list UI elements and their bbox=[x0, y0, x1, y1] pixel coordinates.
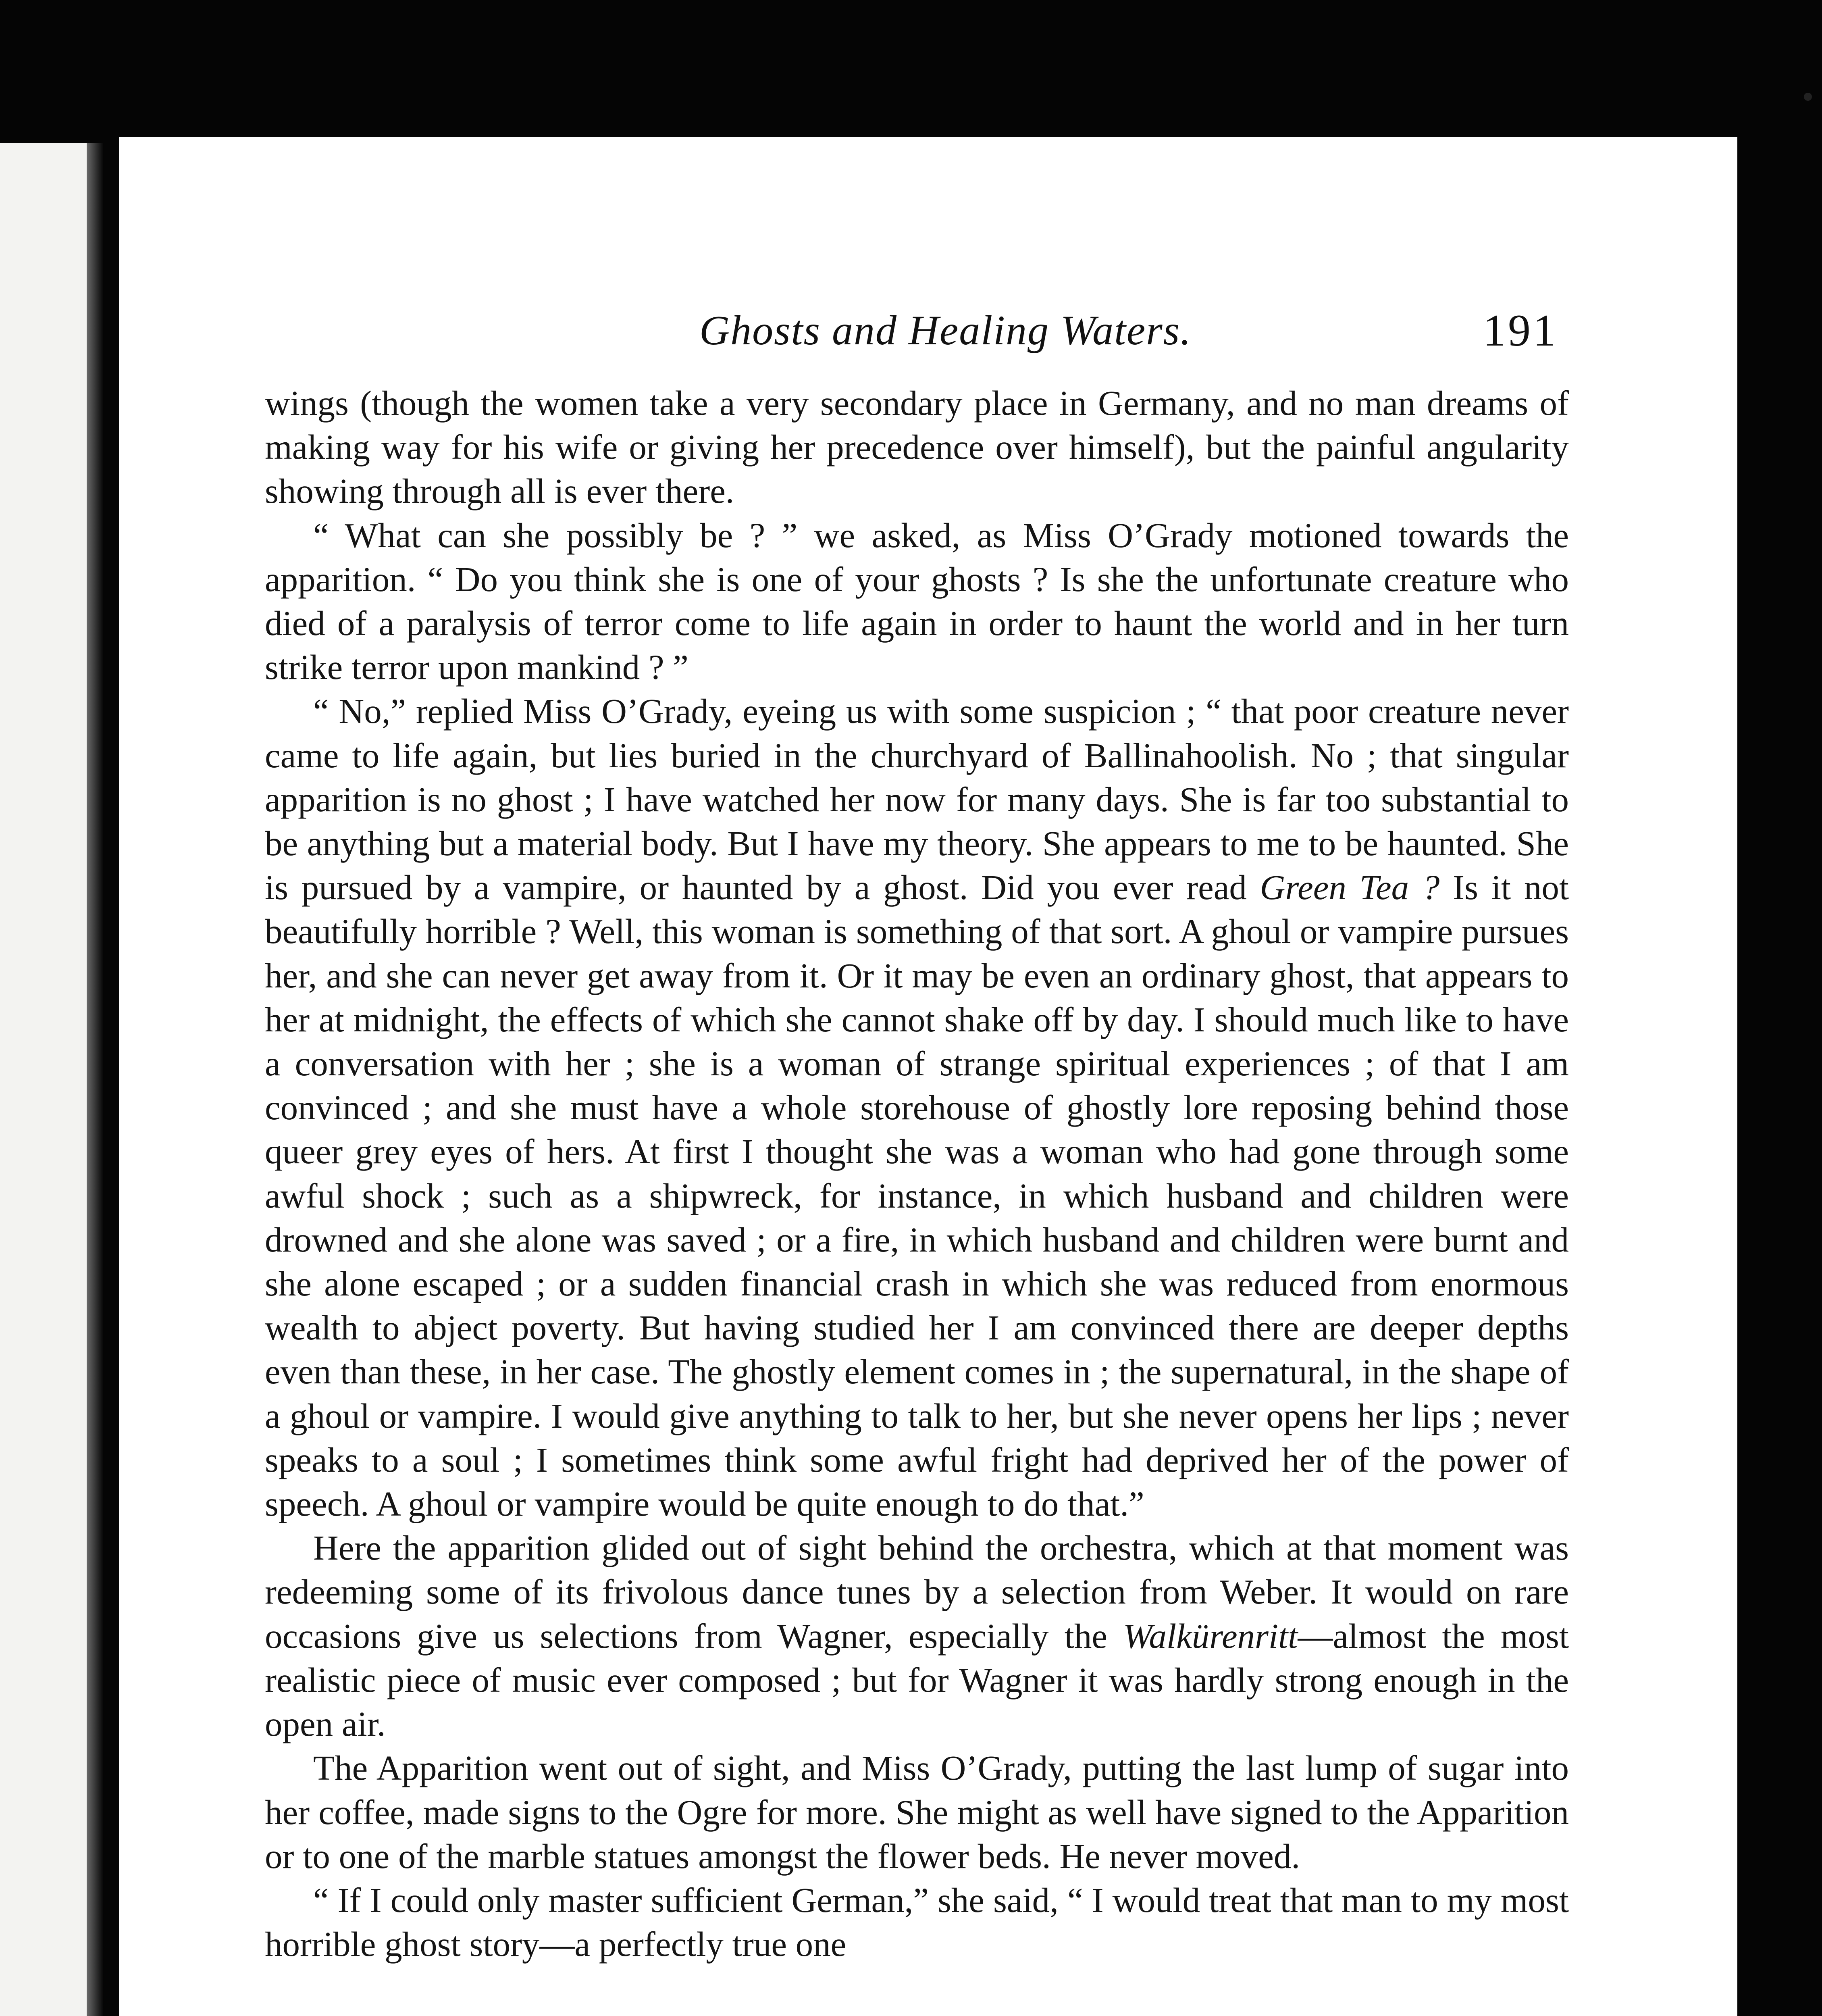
music-title-italic: Walkürenritt bbox=[1123, 1616, 1298, 1656]
gutter-shadow bbox=[87, 143, 103, 2016]
paragraph: The Apparition went out of sight, and Miss O’Grady, putting the last lump of sugar into her coffee, made signs to the Ogre for more. She might as well have signed to the Apparition or to one of the marble statues amongst the flower beds. He never moved. bbox=[265, 1748, 1569, 1876]
paragraph: “ What can she possibly be ? ” we asked, as Miss O’Grady motioned towards the apparition. “ Do you think she is one of your ghosts ? Is she the unfortunate creature who died of a paralysis of terror come to life again in order to haunt the world and in her turn strike terror upon mankind ? ” bbox=[265, 515, 1569, 687]
dust-speck bbox=[1804, 93, 1812, 101]
page-header bbox=[264, 306, 1582, 367]
body-text bbox=[265, 381, 1569, 1966]
paragraph-text: —almost the most realistic piece of music ever composed ; but for Wagner it was hardly strong enough in the open air. bbox=[265, 1616, 1569, 1744]
book-page bbox=[119, 137, 1737, 2016]
paragraph-text: Is it not beautifully horrible ? Well, this woman is something of that sort. A ghoul or vampire pursues her, and she can never get away from it. Or it may be even an ordinary ghost, that appears to her at midnight, the effects of which she cannot shake off by day. I should much like to have a conversation with her ; she is a woman of strange spiritual experiences ; of that I am convinced ; and she must have a whole storehouse of ghostly lore reposing behind those queer grey eyes of hers. At first I thought she was a woman who had gone through some awful shock ; such as a shipwreck, for instance, in which husband and children were drowned and she alone was saved ; or a fire, in which husband and children were burnt and she alone escaped ; or a sudden financial crash in which she was reduced from enormous wealth to abject poverty. But having studied her I am convinced there are deeper depths even than these, in her case. The ghostly element comes in ; the supernatural, in the shape of a ghoul or vampire. I would give anything to talk to her, but she never opens her lips ; never speaks to a soul ; I sometimes think some awful fright had deprived her of the power of speech. A ghoul or vampire would be quite enough to do that.” bbox=[265, 868, 1569, 1524]
paragraph bbox=[265, 1526, 1569, 1746]
running-title: Ghosts and Healing Waters. bbox=[699, 307, 1192, 354]
book-title-italic: Green Tea ? bbox=[1260, 868, 1440, 907]
paragraph: “ If I could only master sufficient German,” she said, “ I would treat that man to my most horrible ghost story—a perfectly true one bbox=[265, 1880, 1569, 1964]
left-facing-page-edge bbox=[0, 143, 87, 2016]
paragraph: wings (though the women take a very secondary place in Germany, and no man dreams of making way for his wife or giving her precedence over himself), but the painful angularity showing through all is ever there. bbox=[265, 383, 1569, 511]
paragraph-text: “ No,” replied Miss O’Grady, eyeing us with some suspicion ; “ that poor creature never came to life again, but lies buried in the churchyard of Ballinahoolish. No ; that singular apparition is no ghost ; I have watched her now for many days. She is far too substantial to be anything but a material body. But I have my theory. She appears to me to be haunted. She is pursued by a vampire, or haunted by a ghost. Did you ever read bbox=[265, 691, 1569, 907]
paragraph-text: Here the apparition glided out of sight behind the orchestra, which at that moment was redeeming some of its frivolous dance tunes by a selection from Weber. It would on rare occasions give us selections from Wagner, especially the bbox=[265, 1528, 1569, 1656]
page-number: 191 bbox=[1483, 306, 1558, 356]
paragraph bbox=[265, 689, 1569, 1526]
